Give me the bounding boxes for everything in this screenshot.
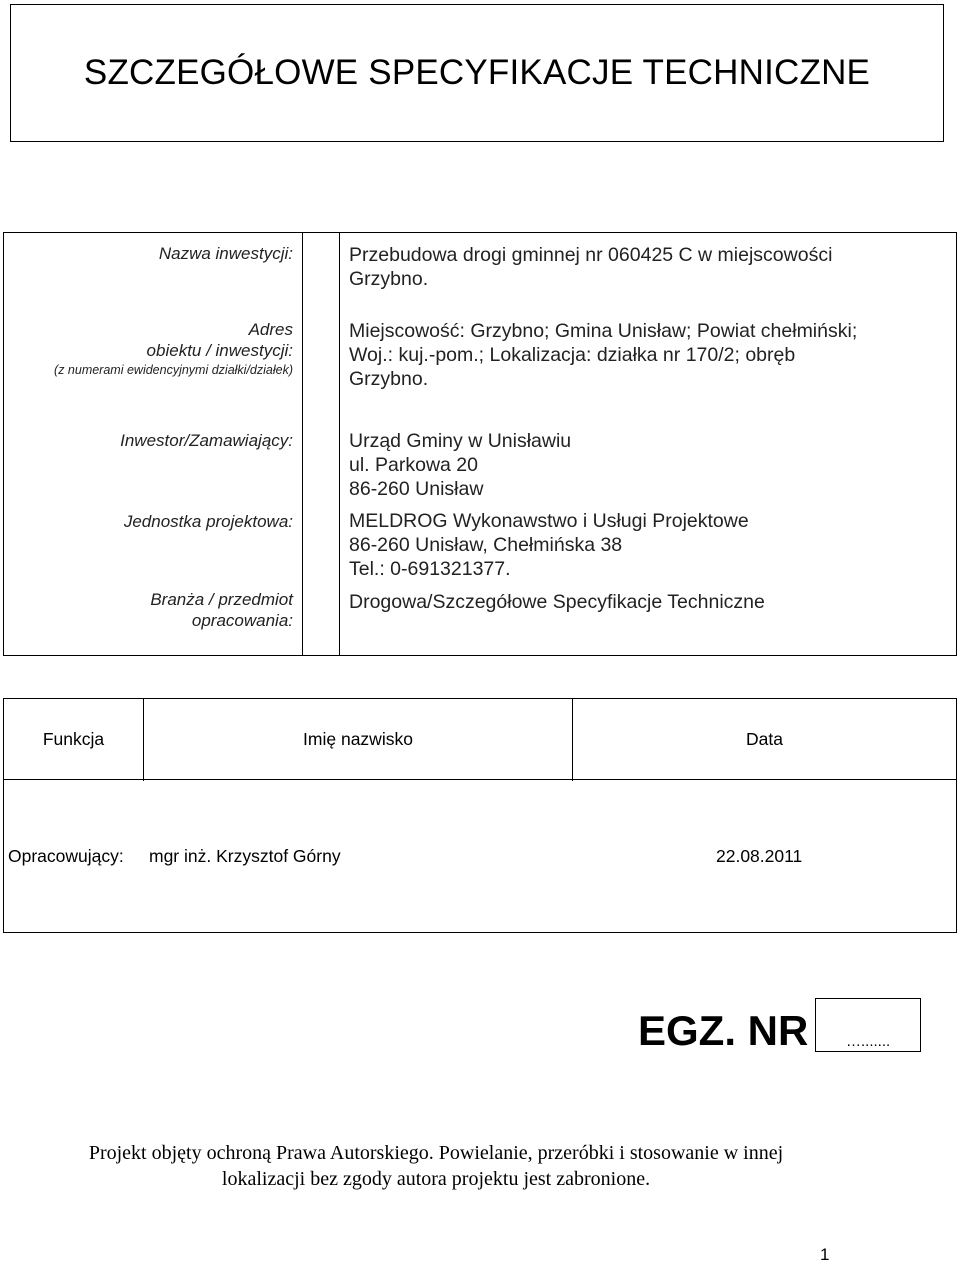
copy-number-box bbox=[815, 998, 921, 1052]
address-value-line3: Grzybno. bbox=[349, 368, 429, 390]
signature-table bbox=[3, 698, 957, 933]
copyright-notice bbox=[0, 1140, 872, 1192]
investor-value-line1: Urząd Gminy w Unisławiu bbox=[349, 430, 572, 452]
column-divider bbox=[339, 233, 340, 655]
investment-name-value-line2: Grzybno. bbox=[349, 268, 429, 290]
design-unit-value-line1: MELDROG Wykonawstwo i Usługi Projektowe bbox=[349, 510, 749, 532]
copyright-line2: lokalizacji bez zgody autora projektu jest zabronione. bbox=[221, 1168, 651, 1190]
document-title: SZCZEGÓŁOWE SPECYFIKACJE TECHNICZNE bbox=[83, 53, 871, 92]
copy-number-label: EGZ. NR bbox=[638, 1007, 809, 1054]
address-label-line1: Adres bbox=[248, 320, 293, 339]
copyright-line1: Projekt objęty ochroną Prawa Autorskiego. Powielanie, przeróbki i stosowanie w innej bbox=[88, 1142, 784, 1164]
design-unit-value-line3: Tel.: 0-691321377. bbox=[349, 558, 511, 580]
row-name: mgr inż. Krzysztof Górny bbox=[149, 846, 341, 866]
row-function: Opracowujący: bbox=[8, 846, 124, 866]
investor-value-line3: 86-260 Unisław bbox=[349, 478, 484, 500]
investor-label: Inwestor/Zamawiający: bbox=[120, 431, 293, 450]
address-label bbox=[54, 319, 293, 379]
branch-label-line1: Branża / przedmiot bbox=[150, 590, 293, 609]
design-unit-value-line2: 86-260 Unisław, Chełmińska 38 bbox=[349, 534, 623, 556]
row-date: 22.08.2011 bbox=[716, 846, 803, 866]
design-unit-value bbox=[349, 509, 749, 581]
branch-label-line2: opracowania: bbox=[191, 611, 293, 630]
investor-value bbox=[349, 429, 571, 501]
address-value bbox=[349, 319, 857, 391]
header-date: Data bbox=[746, 729, 783, 749]
branch-value: Drogowa/Szczegółowe Specyfikacje Techniczne bbox=[349, 591, 765, 613]
investment-name-label: Nazwa inwestycji: bbox=[158, 244, 293, 263]
row-divider bbox=[4, 779, 956, 780]
page-number: 1 bbox=[820, 1245, 830, 1264]
investment-name-value bbox=[349, 243, 832, 291]
address-label-note: (z numerami ewidencyjnymi działki/działek) bbox=[54, 363, 293, 377]
info-table bbox=[3, 232, 957, 656]
header-name: Imię nazwisko bbox=[303, 729, 413, 749]
column-divider bbox=[302, 233, 303, 655]
title-box bbox=[10, 4, 944, 142]
investor-value-line2: ul. Parkowa 20 bbox=[349, 454, 478, 476]
branch-label bbox=[150, 589, 293, 631]
design-unit-label: Jednostka projektowa: bbox=[123, 512, 293, 531]
address-value-line2: Woj.: kuj.-pom.; Lokalizacja: działka nr 170/2; obręb bbox=[349, 344, 796, 366]
header-function: Funkcja bbox=[42, 729, 105, 749]
investment-name-value-line1: Przebudowa drogi gminnej nr 060425 C w miejscowości bbox=[349, 244, 833, 266]
address-label-line2: obiektu / inwestycji: bbox=[146, 341, 293, 360]
address-value-line1: Miejscowość: Grzybno; Gmina Unisław; Powiat chełmiński; bbox=[349, 320, 858, 342]
copy-number-value: …....... bbox=[846, 1033, 891, 1050]
